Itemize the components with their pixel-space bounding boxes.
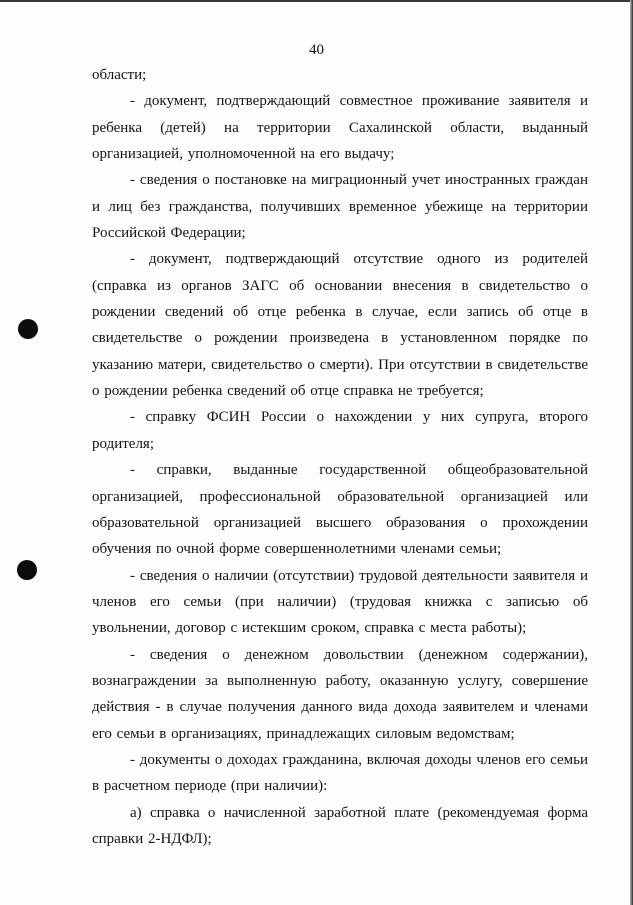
paragraph: а) справка о начисленной заработной плате (рекомендуемая форма справки 2-НДФЛ); bbox=[92, 804, 588, 847]
paragraph: - документы о доходах гражданина, включая доходы членов его семьи в расчетном периоде (при наличии): bbox=[92, 751, 588, 795]
punch-hole-mark bbox=[18, 319, 38, 339]
paragraph: области; bbox=[92, 67, 147, 83]
paragraph: - сведения о наличии (отсутствии) трудовой деятельности заявителя и членов его семьи (при наличии) (трудовая книжка с записью об увольнении, договор с истекшим сроком, справка с места работы); bbox=[92, 567, 588, 637]
paragraph: - сведения о денежном довольствии (денежном содержании), вознаграждении за выполненную работу, оказанную услугу, совершение действия - в случае получения данного вида дохода заявителем и членами его семьи в организациях, принадлежащих силовым ведомствам; bbox=[92, 646, 588, 742]
paragraph: - сведения о постановке на миграционный учет иностранных граждан и лиц без гражданства, получивших временное убежище на территории Российской Федерации; bbox=[92, 172, 588, 242]
scan-top-edge bbox=[0, 0, 633, 2]
paragraph: - справку ФСИН России о нахождении у них супруга, второго родителя; bbox=[92, 409, 588, 452]
page-number: 40 bbox=[309, 42, 324, 58]
document-body bbox=[92, 62, 588, 852]
paragraph: - документ, подтверждающий отсутствие одного из родителей (справка из органов ЗАГС об основании внесения в свидетельство о рождении сведений об отце ребенка в случае, если запись об отце в свидетельстве о рождении произведена в установленном порядке по указанию матери, свидетельство о смерти). При отсутствии в свидетельстве о рождении ребенка сведений об отце справка не требуется; bbox=[92, 251, 588, 400]
paragraph: - документ, подтверждающий совместное проживание заявителя и ребенка (детей) на территории Сахалинской области, выданный организацией, уполномоченной на его выдачу; bbox=[92, 93, 588, 163]
punch-hole-mark bbox=[17, 560, 37, 580]
paragraph: - справки, выданные государственной общеобразовательной организацией, профессиональной образовательной организацией или образовательной организацией высшего образования о прохождении обучения по очной форме совершеннолетними членами семьи; bbox=[92, 462, 588, 558]
